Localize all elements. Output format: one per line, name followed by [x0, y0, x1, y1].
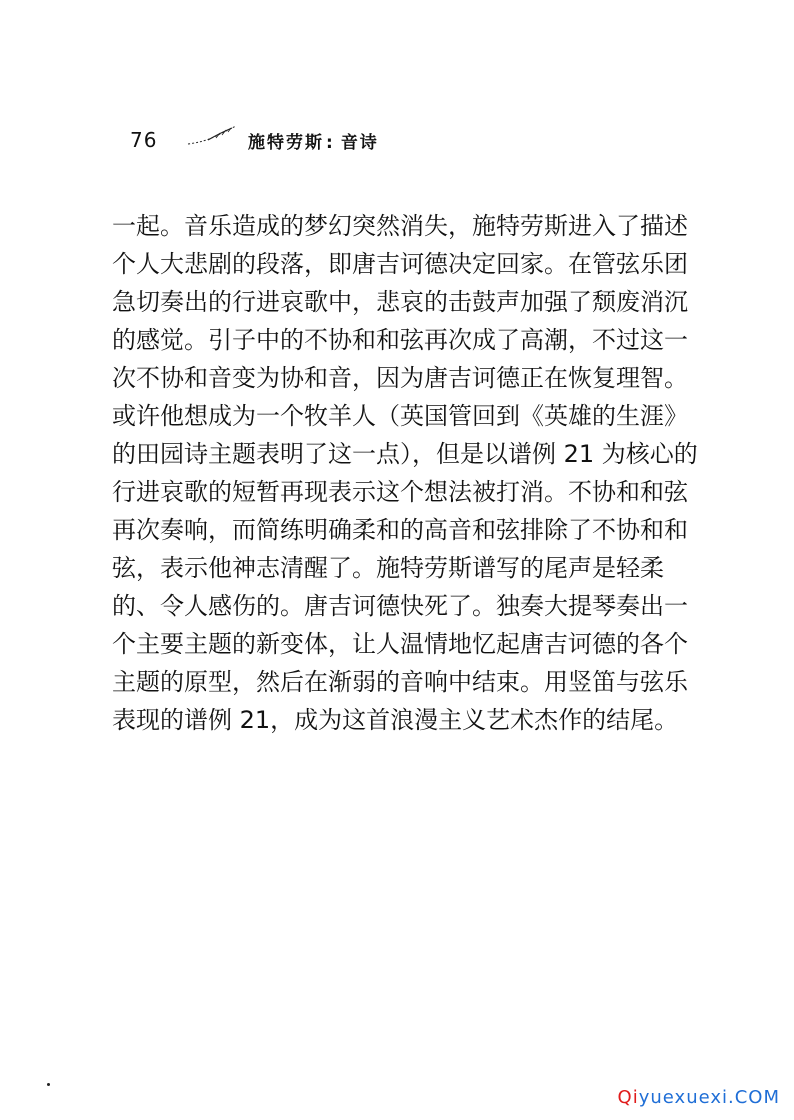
text-line: 表现的谱例 21，成为这首浪漫主义艺术杰作的结尾。 — [112, 706, 679, 734]
site-watermark — [618, 1087, 780, 1108]
text-line: 的感觉。引子中的不协和和弦再次成了高潮，不过这一 — [112, 326, 688, 354]
text-line: 弦，表示他神志清醒了。施特劳斯谱写的尾声是轻柔 — [112, 554, 664, 582]
watermark-rest: yuexuexi.COM — [638, 1087, 780, 1108]
text-line: 一起。音乐造成的梦幻突然消失，施特劳斯进入了描述 — [112, 212, 688, 240]
running-title-separator: : — [326, 133, 335, 153]
running-title-main: 施特劳斯 — [248, 133, 324, 153]
text-line: 或许他想成为一个牧羊人（英国管回到《英雄的生涯》 — [112, 402, 688, 430]
text-line: 的、令人感伤的。唐吉诃德快死了。独奏大提琴奏出一 — [112, 592, 688, 620]
text-line: 急切奏出的行进哀歌中，悲哀的击鼓声加强了颓废消沉 — [112, 288, 688, 316]
text-line: 个人大悲剧的段落，即唐吉诃德决定回家。在管弦乐团 — [112, 250, 688, 278]
text-line: 行进哀歌的短暂再现表示这个想法被打消。不协和和弦 — [112, 478, 688, 506]
page-number: 76 — [130, 128, 158, 152]
text-line: 主题的原型，然后在渐弱的音响中结束。用竖笛与弦乐 — [112, 668, 688, 696]
running-title — [248, 128, 379, 153]
feather-ornament-icon — [186, 124, 238, 148]
margin-dot — [47, 1083, 50, 1086]
text-line: 次不协和音变为协和音，因为唐吉诃德正在恢复理智。 — [112, 364, 688, 392]
page-header — [130, 124, 450, 160]
text-line: 个主要主题的新变体，让人温情地忆起唐吉诃德的各个 — [112, 630, 688, 658]
body-text — [112, 207, 698, 739]
watermark-highlight: Qi — [617, 1087, 639, 1108]
running-title-sub: 音诗 — [340, 133, 379, 153]
text-line: 再次奏响，而简练明确柔和的高音和弦排除了不协和和 — [112, 516, 688, 544]
text-line: 的田园诗主题表明了这一点），但是以谱例 21 为核心的 — [112, 440, 698, 468]
